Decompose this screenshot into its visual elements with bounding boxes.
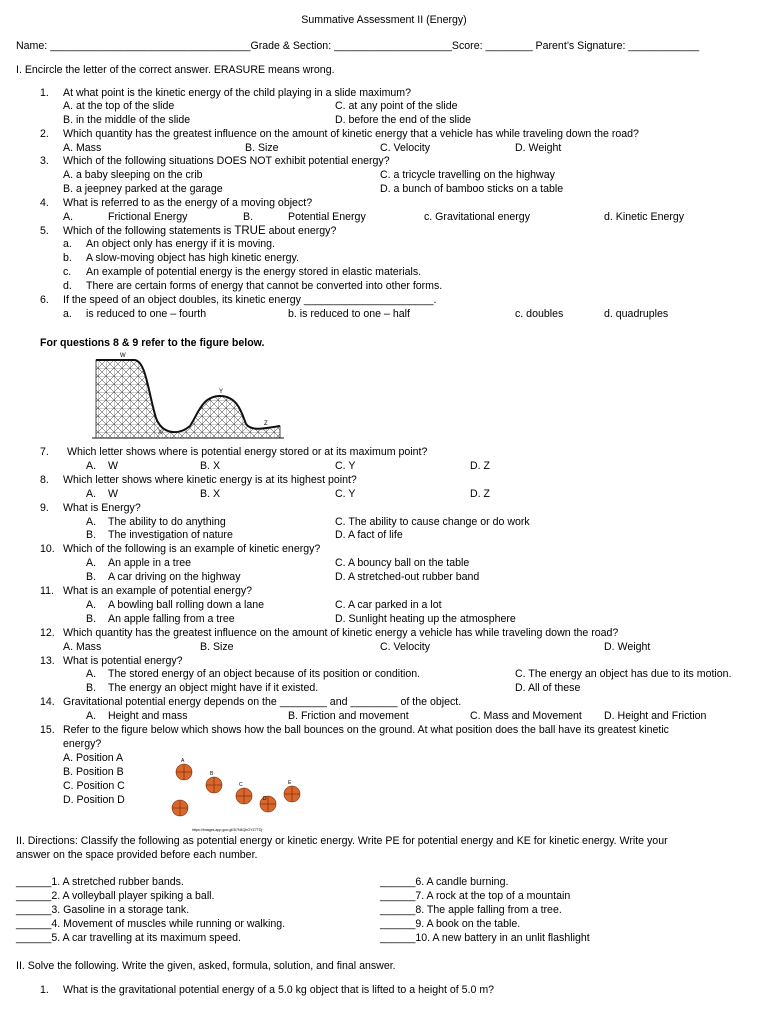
q15-option-d: D. Position D <box>63 794 125 806</box>
classify-item-8: ______8. The apple falling from a tree. <box>380 904 562 916</box>
q15-option-c: C. Position C <box>63 780 125 792</box>
q8-text: Which letter shows where kinetic energy is at its highest point? <box>63 474 357 486</box>
q5-option-a: An object only has energy if it is moving. <box>86 238 276 250</box>
q13-text: What is potential energy? <box>63 655 183 667</box>
problem-1-number: 1. <box>40 984 49 996</box>
q1-option-b: B. in the middle of the slide <box>63 114 191 126</box>
q14-option-c: C. Mass and Movement <box>470 710 582 722</box>
q5-option-c: An example of potential energy is the energy stored in elastic materials. <box>86 266 422 278</box>
coaster-label-z: Z <box>264 421 268 427</box>
classify-item-3: ______3. Gasoline in a storage tank. <box>16 904 190 916</box>
q6-option-a: is reduced to one – fourth <box>86 308 207 320</box>
q4-number: 4. <box>40 197 49 209</box>
q7-number: 7. <box>40 446 49 458</box>
classify-item-1: ______1. A stretched rubber bands. <box>16 876 184 888</box>
q4-option-a: Frictional Energy <box>108 211 188 223</box>
q3-option-b: B. a jeepney parked at the garage <box>63 183 223 195</box>
q8-option-a-letter: A. <box>86 488 97 500</box>
q9-number: 9. <box>40 502 49 514</box>
q11-option-a-letter: A. <box>86 599 97 611</box>
q8-option-c: C. Y <box>335 488 356 500</box>
q15-text-line1: Refer to the figure below which shows how the ball bounces on the ground. At what position does the ball have its greatest kinetic <box>63 724 669 736</box>
q7-option-c: C. Y <box>335 460 356 472</box>
part2-directions-line1: II. Directions: Classify the following as potential energy or kinetic energy. Write PE for potential energy and KE for kinetic energy. Write your <box>16 835 668 847</box>
q12-option-c: C. Velocity <box>380 641 431 653</box>
q6-option-a-letter: a. <box>63 308 72 320</box>
q6-number: 6. <box>40 294 49 306</box>
q9-option-a-letter: A. <box>86 516 97 528</box>
q9-option-c: C. The ability to cause change or do work <box>335 516 530 528</box>
bouncing-ball-figure <box>162 752 312 834</box>
figure-note: For questions 8 & 9 refer to the figure below. <box>40 337 265 349</box>
q9-text: What is Energy? <box>63 502 141 514</box>
student-info-line: Name: __________________________________Grade & Section: ____________________Score: ________ Parent’s Signature: ____________ <box>16 40 700 52</box>
classify-item-4: ______4. Movement of muscles while running or walking. <box>16 918 286 930</box>
classify-item-9: ______9. A book on the table. <box>380 918 521 930</box>
q13-option-c: C. The energy an object has due to its motion. <box>515 668 732 680</box>
q11-option-a: A bowling ball rolling down a lane <box>108 599 265 611</box>
q10-option-d: D. A stretched-out rubber band <box>335 571 480 583</box>
classify-item-6: ______6. A candle burning. <box>380 876 509 888</box>
q5-option-c-letter: c. <box>63 266 72 278</box>
q6-option-b: b. is reduced to one – half <box>288 308 410 320</box>
q2-option-a: A. Mass <box>63 142 102 154</box>
q3-option-c: C. a tricycle travelling on the highway <box>380 169 555 181</box>
q15-option-b: B. Position B <box>63 766 124 778</box>
q12-number: 12. <box>40 627 55 639</box>
q1-text: At what point is the kinetic energy of the child playing in a slide maximum? <box>63 87 412 99</box>
q3-option-a: A. a baby sleeping on the crib <box>63 169 203 181</box>
q10-option-a-letter: A. <box>86 557 97 569</box>
ball-label-d: D <box>263 796 267 802</box>
q14-option-b: B. Friction and movement <box>288 710 409 722</box>
q4-text: What is referred to as the energy of a moving object? <box>63 197 313 209</box>
q10-option-b: A car driving on the highway <box>108 571 241 583</box>
q6-text: If the speed of an object doubles, its kinetic energy ______________________. <box>63 294 437 306</box>
part1-instruction: I. Encircle the letter of the correct answer. ERASURE means wrong. <box>16 64 335 76</box>
q14-option-a-letter: A. <box>86 710 97 722</box>
q1-number: 1. <box>40 87 49 99</box>
q12-option-d: D. Weight <box>604 641 651 653</box>
ball-label-a: A <box>181 758 185 764</box>
q15-option-a: A. Position A <box>63 752 124 764</box>
q2-option-b: B. Size <box>245 142 279 154</box>
q8-number: 8. <box>40 474 49 486</box>
q6-option-d: d. quadruples <box>604 308 669 320</box>
q8-option-a: W <box>108 488 118 500</box>
q5-number: 5. <box>40 225 49 237</box>
q10-text: Which of the following is an example of kinetic energy? <box>63 543 321 555</box>
q13-number: 13. <box>40 655 55 667</box>
q10-option-b-letter: B. <box>86 571 97 583</box>
q1-option-a: A. at the top of the slide <box>63 100 175 112</box>
q5-option-d: There are certain forms of energy that cannot be converted into other forms. <box>86 280 443 292</box>
page-title: Summative Assessment II (Energy) <box>301 14 467 26</box>
q6-option-c: c. doubles <box>515 308 564 320</box>
ball-label-b: B <box>210 771 214 777</box>
q10-number: 10. <box>40 543 55 555</box>
q5-option-b: A slow-moving object has high kinetic energy. <box>86 252 299 264</box>
q12-text: Which quantity has the greatest influence on the amount of kinetic energy a vehicle has while traveling down the road? <box>63 627 619 639</box>
classify-item-10: ______10. A new battery in an unlit flashlight <box>380 932 590 944</box>
problem-1-text: What is the gravitational potential energy of a 5.0 kg object that is lifted to a height of 5.0 m? <box>63 984 495 996</box>
q8-option-d: D. Z <box>470 488 491 500</box>
q8-option-b: B. X <box>200 488 221 500</box>
q2-option-d: D. Weight <box>515 142 562 154</box>
q14-number: 14. <box>40 696 55 708</box>
q13-option-b-letter: B. <box>86 682 97 694</box>
q9-option-b-letter: B. <box>86 529 97 541</box>
q4-option-d: d. Kinetic Energy <box>604 211 685 223</box>
q1-option-d: D. before the end of the slide <box>335 114 472 126</box>
q15-number: 15. <box>40 724 55 736</box>
q7-option-b: B. X <box>200 460 221 472</box>
q9-option-d: D. A fact of life <box>335 529 403 541</box>
q4-option-c: c. Gravitational energy <box>424 211 530 223</box>
q13-option-a-letter: A. <box>86 668 97 680</box>
q13-option-b: The energy an object might have if it existed. <box>108 682 319 694</box>
q13-option-d: D. All of these <box>515 682 581 694</box>
q7-option-a: W <box>108 460 118 472</box>
coaster-label-w: W <box>120 353 126 359</box>
q11-number: 11. <box>40 585 54 597</box>
q11-option-b-letter: B. <box>86 613 97 625</box>
classify-item-2: ______2. A volleyball player spiking a ball. <box>16 890 215 902</box>
coaster-label-y: Y <box>219 389 224 395</box>
classify-item-5: ______5. A car travelling at its maximum speed. <box>16 932 241 944</box>
q11-option-d: D. Sunlight heating up the atmosphere <box>335 613 516 625</box>
q2-text: Which quantity has the greatest influence on the amount of kinetic energy that a vehicle has while traveling down the road? <box>63 128 639 140</box>
q4-option-a-letter: A. <box>63 211 74 223</box>
q7-option-a-letter: A. <box>86 460 97 472</box>
figure-caption: https://images.app.goo.gl/3i7N4QbGYZ7TDj <box>192 828 263 832</box>
q12-option-a: A. Mass <box>63 641 102 653</box>
ball-label-e: E <box>288 780 292 786</box>
q2-option-c: C. Velocity <box>380 142 431 154</box>
q2-number: 2. <box>40 128 49 140</box>
q4-option-b: Potential Energy <box>288 211 366 223</box>
q11-option-b: An apple falling from a tree <box>108 613 235 625</box>
q9-option-b: The investigation of nature <box>108 529 233 541</box>
part3-instruction: II. Solve the following. Write the given, asked, formula, solution, and final answer. <box>16 960 396 972</box>
q10-option-a: An apple in a tree <box>108 557 192 569</box>
q3-number: 3. <box>40 155 49 167</box>
q11-text: What is an example of potential energy? <box>63 585 253 597</box>
coaster-label-x: X <box>158 430 163 436</box>
q7-option-d: D. Z <box>470 460 491 472</box>
q15-text-line2: energy? <box>63 738 102 750</box>
q14-option-d: D. Height and Friction <box>604 710 707 722</box>
q13-option-a: The stored energy of an object because of its position or condition. <box>108 668 421 680</box>
q5-option-b-letter: b. <box>63 252 72 264</box>
q5-text: Which of the following statements is TRUE about energy? <box>63 225 337 237</box>
part2-directions-line2: answer on the space provided before each number. <box>16 849 258 861</box>
classify-item-7: ______7. A rock at the top of a mountain <box>380 890 571 902</box>
q3-option-d: D. a bunch of bamboo sticks on a table <box>380 183 564 195</box>
q11-option-c: C. A car parked in a lot <box>335 599 442 611</box>
q9-option-a: The ability to do anything <box>108 516 226 528</box>
q4-option-b-letter: B. <box>243 211 254 223</box>
q14-text: Gravitational potential energy depends on the ________ and ________ of the object. <box>63 696 462 708</box>
q14-option-a: Height and mass <box>108 710 188 722</box>
q5-option-d-letter: d. <box>63 280 72 292</box>
ball-label-c: C <box>239 782 243 788</box>
q5-option-a-letter: a. <box>63 238 72 250</box>
q10-option-c: C. A bouncy ball on the table <box>335 557 470 569</box>
roller-coaster-figure <box>90 352 286 440</box>
q7-text: Which letter shows where is potential energy stored or at its maximum point? <box>67 446 428 458</box>
q3-text: Which of the following situations DOES NOT exhibit potential energy? <box>63 155 390 167</box>
q12-option-b: B. Size <box>200 641 234 653</box>
q1-option-c: C. at any point of the slide <box>335 100 458 112</box>
